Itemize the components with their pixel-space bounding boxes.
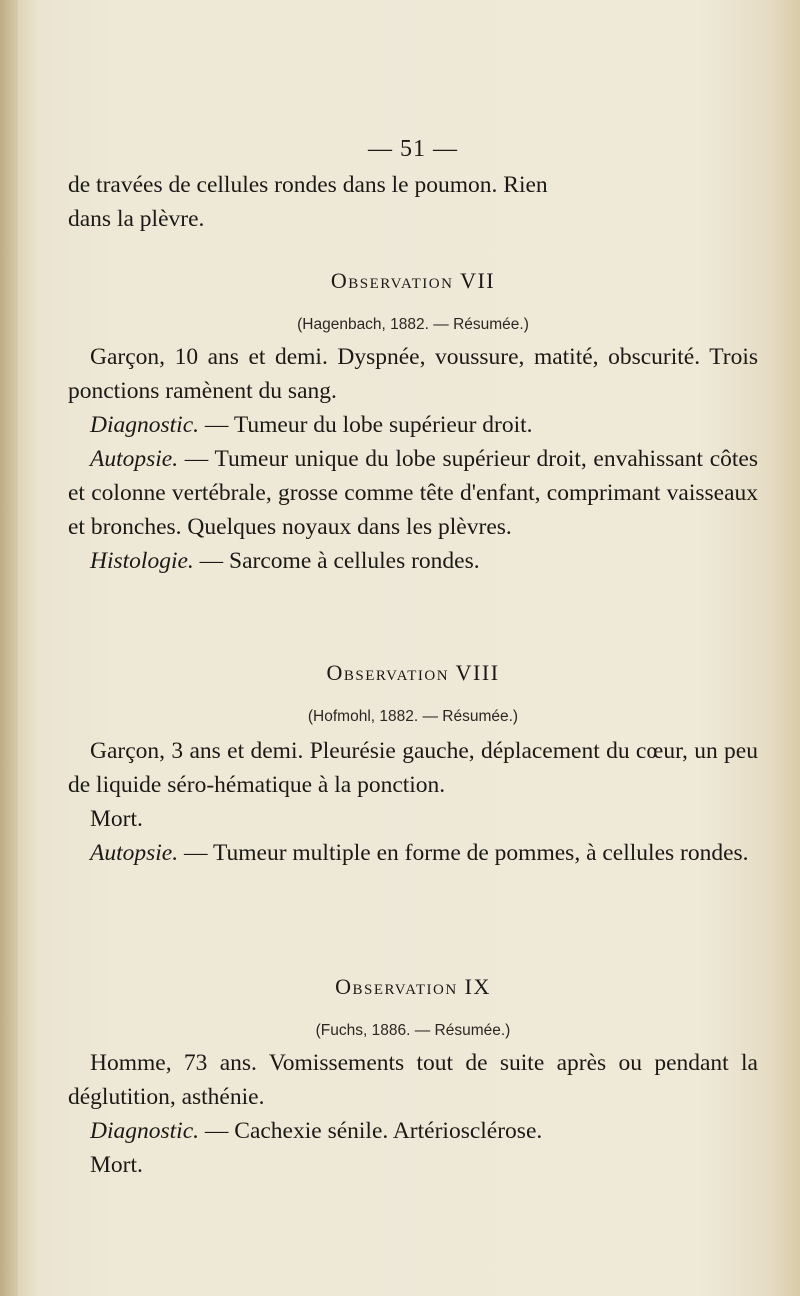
page-number: — 51 — <box>368 136 458 162</box>
obs7-histologie-label: Histologie. <box>90 548 194 574</box>
obs9-diagnostic <box>68 1114 758 1148</box>
obs8-title: Observation VIII <box>326 660 500 685</box>
obs8-paragraph-1: Garçon, 3 ans et demi. Pleurésie gauche, déplacement du cœur, un peu de liquide séro-hématique à la ponction. <box>68 738 758 798</box>
obs9-mort: Mort. <box>90 1152 143 1178</box>
obs8-autopsie-label: Autopsie. <box>90 840 179 866</box>
obs9-body <box>68 1046 758 1182</box>
obs7-diagnostic <box>68 408 758 442</box>
obs7-autopsie <box>68 442 758 544</box>
obs9-diagnostic-label: Diagnostic. <box>90 1118 200 1144</box>
book-spine-shadow <box>0 0 18 1296</box>
intro-line-1: de travées de cellules rondes dans le poumon. Rien <box>68 172 548 198</box>
intro-line-2: dans la plèvre. <box>68 206 205 232</box>
obs9-title: Observation IX <box>335 974 491 999</box>
obs9-diagnostic-text: — Cachexie sénile. Artériosclérose. <box>199 1118 543 1144</box>
obs7-autopsie-label: Autopsie. <box>90 446 179 472</box>
obs9-source: (Fuchs, 1886. — Résumée.) <box>315 1022 511 1039</box>
obs7-diagnostic-label: Diagnostic. <box>90 412 200 438</box>
obs7-paragraph-1: Garçon, 10 ans et demi. Dyspnée, voussure, matité, obscurité. Trois ponctions ramènent du sang. <box>68 344 758 404</box>
obs8-body <box>68 734 758 870</box>
obs9-paragraph-1: Homme, 73 ans. Vomissements tout de suite après ou pendant la déglutition, asthénie. <box>68 1050 758 1110</box>
obs8-source: (Hofmohl, 1882. — Résumée.) <box>307 708 519 725</box>
obs7-histologie <box>68 544 758 578</box>
obs7-body <box>68 340 758 578</box>
obs7-histologie-text: — Sarcome à cellules rondes. <box>193 548 480 574</box>
obs7-diagnostic-text: — Tumeur du lobe supérieur droit. <box>199 412 533 438</box>
obs8-mort: Mort. <box>90 806 143 832</box>
obs7-title: Observation VII <box>330 268 496 293</box>
obs8-autopsie <box>68 836 758 870</box>
obs7-autopsie-text: — Tumeur unique du lobe supérieur droit, envahissant côtes et colonne vertébrale, grosse comme tête d'enfant, comprimant vaisseaux et bronches. Quelques noyaux dans les plèvres. <box>68 446 758 540</box>
obs8-autopsie-text: — Tumeur multiple en forme de pommes, à cellules rondes. <box>178 840 749 866</box>
obs7-source: (Hagenbach, 1882. — Résumée.) <box>297 316 529 333</box>
intro-paragraph <box>68 168 758 236</box>
